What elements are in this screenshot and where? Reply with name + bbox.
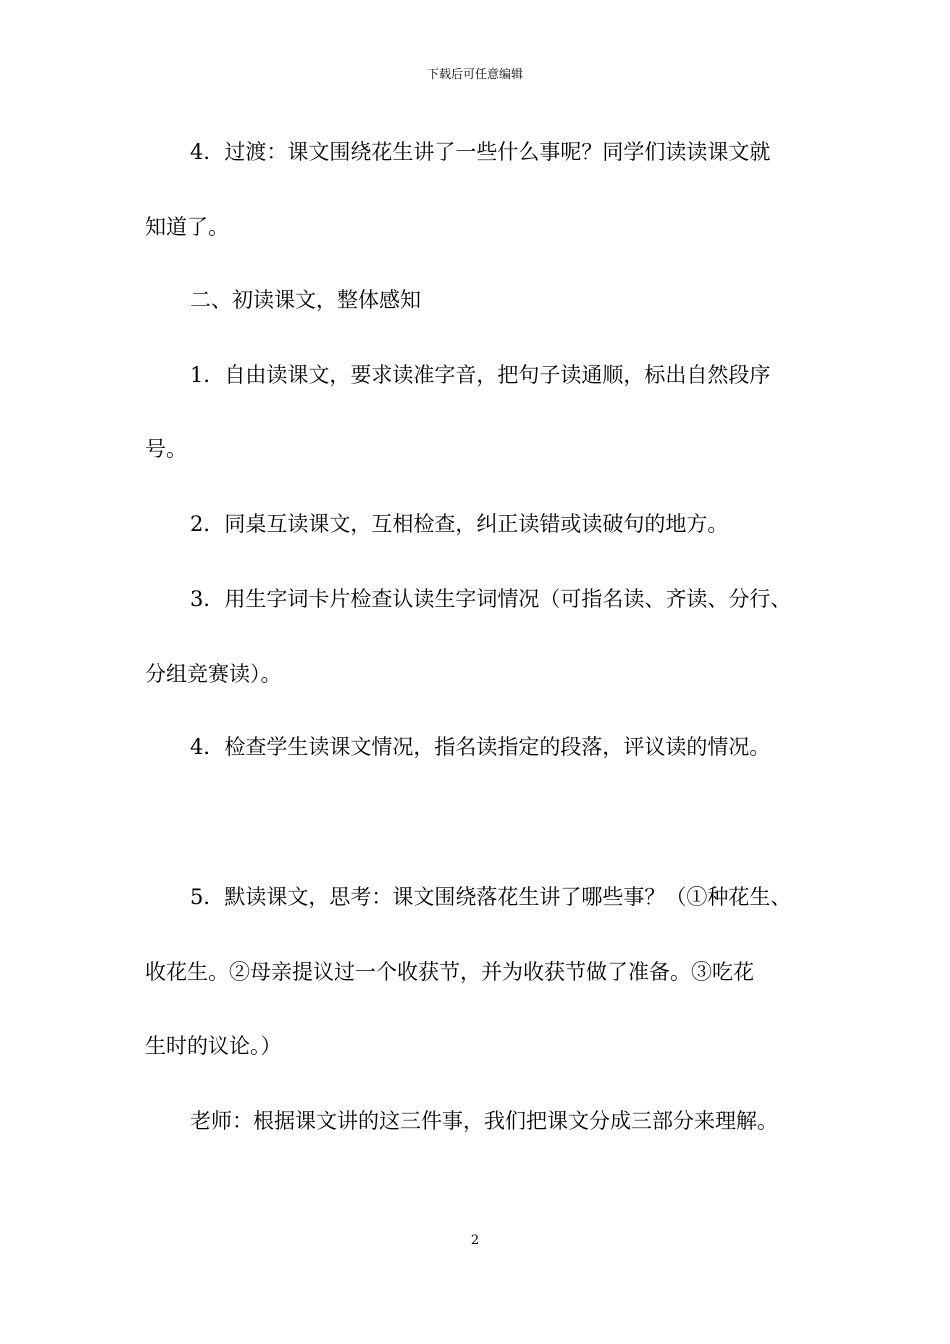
section-heading: 二、初读课文，整体感知 (190, 288, 421, 312)
page-number: 2 (470, 1233, 480, 1248)
page-header: 下载后可任意编辑 (426, 67, 523, 81)
paragraph-line: 知道了。 (145, 215, 229, 239)
paragraph-line: 收花生。②母亲提议过一个收获节，并为收获节做了准备。③吃花 (145, 960, 754, 984)
paragraph-line: 1．自由读课文，要求读准字音，把句子读通顺，标出自然段序 (190, 363, 771, 387)
paragraph-line: 生时的议论。） (145, 1034, 282, 1058)
paragraph-line: 2．同桌互读课文，互相检查，纠正读错或读破句的地方。 (190, 512, 729, 536)
paragraph-line: 分组竞赛读）。 (145, 662, 282, 686)
paragraph-line: 3．用生字词卡片检查认读生字词情况（可指名读、齐读、分行、 (190, 587, 792, 611)
paragraph-line: 5．默读课文，思考：课文围绕落花生讲了哪些事？（①种花生、 (190, 885, 792, 909)
paragraph-line: 4．过渡：课文围绕花生讲了一些什么事呢？同学们读读课文就 (190, 140, 771, 164)
paragraph-line: 老师：根据课文讲的这三件事，我们把课文分成三部分来理解。 (190, 1109, 778, 1133)
paragraph-line: 4．检查学生读课文情况，指名读指定的段落，评议读的情况。 (190, 735, 771, 759)
paragraph-line: 号。 (145, 437, 187, 461)
